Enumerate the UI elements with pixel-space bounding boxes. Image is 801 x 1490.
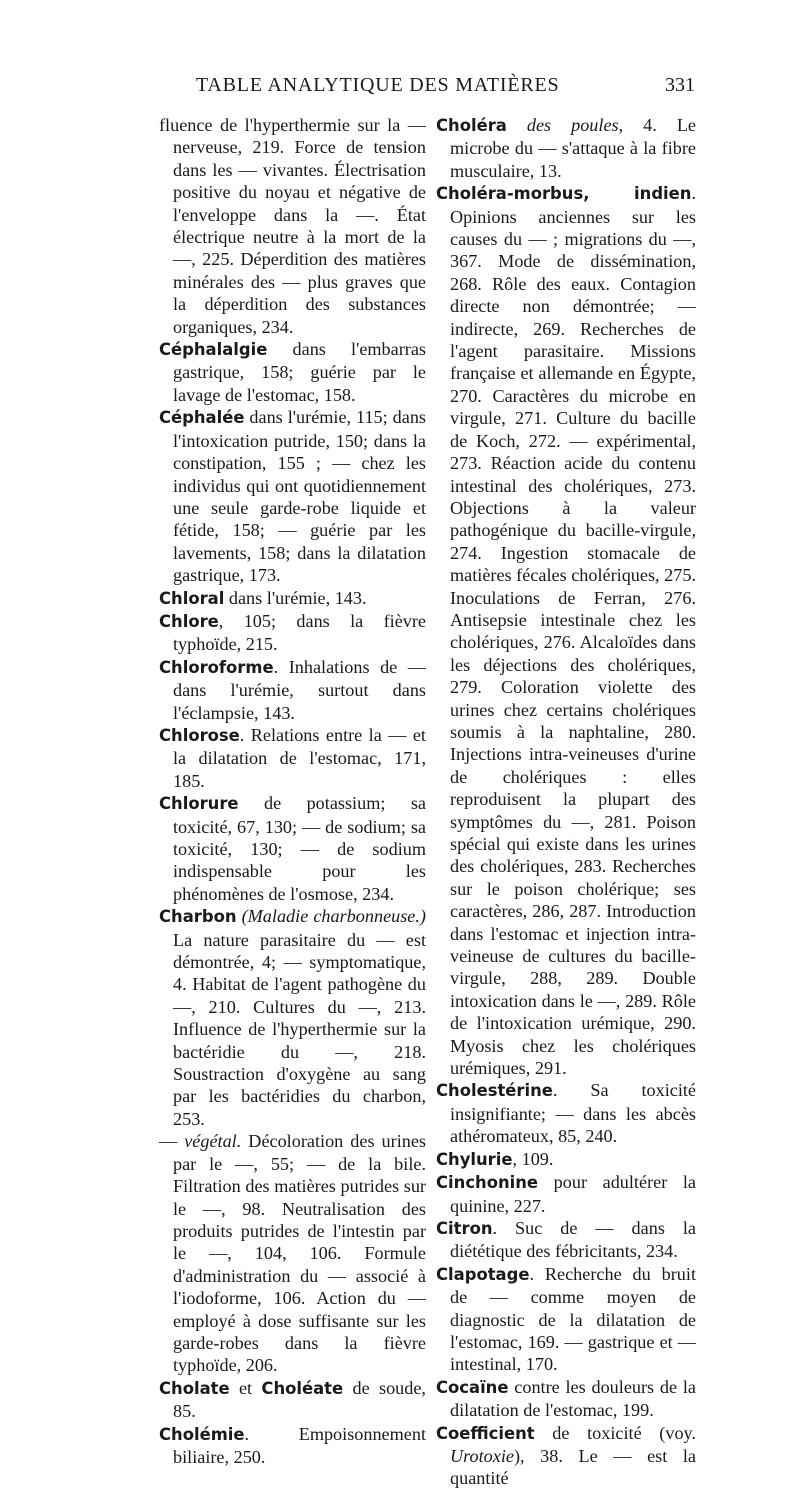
entry-text: . Inhalations de — dans l'urémie, surtout dans l'éclampsie, 143. <box>173 656 426 723</box>
entry-prefix: — <box>159 1131 185 1152</box>
entry-keyword: Cholémie <box>159 1424 245 1444</box>
entry-keyword: Chloral <box>159 588 225 608</box>
entry-keyword: Choléra-morbus, indien <box>436 184 692 204</box>
index-entry <box>159 114 426 338</box>
index-entry <box>159 587 426 610</box>
index-entry <box>159 656 426 724</box>
entry-keyword: Chlore <box>159 611 219 631</box>
index-entry <box>159 724 426 792</box>
entry-text: ), 38. Le — est la quantité <box>450 1445 696 1489</box>
column-divider <box>431 114 432 1164</box>
index-entry <box>436 1148 696 1171</box>
entry-keyword: Clapotage <box>436 1264 530 1284</box>
entry-text: . Opinions anciennes sur les causes du — ; migrations du —, 367. Mode de dissémination, 268. Rôle des eaux. Contagion directe non démontrée; — indirecte, 269. Recherches de l'agent parasitaire. Missions française et allemande en Égypte, 270. Caractères du microbe en virgule, 271. Culture du bacille de Koch, 272. — expérimental, 273. Réaction acide du contenu intestinal des cholériques, 273. Objections à la valeur pathogénique du bacille-virgule, 274. Ingestion stomacale de matières fécales cholériques, 275. Inoculations de Ferran, 276. Antisepsie intestinale chez les cholériques, 276. Alcaloïdes dans les déjections des cholériques, 279. Coloration violette des urines chez certains cholériques soumis à la naphtaline, 280. Injections intra-veineuses d'urine de cholériques : elles reproduisent la plupart des symptômes du —, 281. Poison spécial qui existe dans les urines des cholériques, 283. Recherches sur le poison cholérique; ses caractères, 286, 287. Introduction dans l'estomac et injection intra-veineuse de cultures du bacille-virgule, 288, 289. Double intoxication dans le —, 289. Rôle de l'intoxication urémique, 290. Myosis chez les cholériques urémiques, 291. <box>450 183 696 1079</box>
left-column <box>159 114 426 1468</box>
index-entry <box>159 1130 426 1376</box>
index-entry <box>159 905 426 1130</box>
entry-italic-text: (Maladie charbonneuse.) <box>236 906 426 927</box>
entry-text: . Empoisonnement biliaire, 250. <box>173 1423 426 1467</box>
entry-keyword: Céphalée <box>159 408 245 428</box>
entry-keyword: Chylurie <box>436 1149 513 1169</box>
entry-text: . Relations entre la — et la dilatation de l'estomac, 171, 185. <box>173 724 426 791</box>
entry-italic-text: végétal. <box>184 1131 242 1152</box>
index-entry <box>159 1377 426 1423</box>
entry-text: . Suc de — dans la diététique des fébricitants, 234. <box>450 1217 696 1262</box>
index-entry <box>436 1376 696 1422</box>
entry-keyword: Charbon <box>159 907 237 927</box>
entry-text: de toxicité (voy. <box>534 1422 696 1443</box>
entry-text: La nature parasitaire du — est démontrée, 4; — symptomatique, 4. Habitat de l'agent pathogène du —, 210. Cultures du —, 213. Influence de l'hyperthermie sur la bactéridie du —, 218. Soustraction d'oxygène au sang par les bactéridies du charbon, 253. <box>173 929 426 1129</box>
entry-text: . Recherche du bruit de — comme moyen de diagnostic de la dilatation de l'estomac, 169. — gastrique et — intestinal, 170. <box>450 1263 696 1375</box>
entry-text: dans l'urémie, 115; dans l'intoxication putride, 150; dans la constipation, 155 ; — chez les individus qui ont quotidiennement une seule garde-robe liquide et fétide, 158; — guérie par les lavements, 158; dans la dilatation gastrique, 173. <box>173 407 426 586</box>
entry-keyword: Chlorure <box>159 794 239 814</box>
entry-text: , 109. <box>512 1148 554 1169</box>
entry-keyword: Coefficient <box>436 1423 535 1443</box>
entry-keyword: Choléate <box>261 1378 344 1398</box>
entry-text: , 105; dans la fièvre typhoïde, 215. <box>173 610 426 655</box>
entry-italic-text: des poules <box>506 115 619 135</box>
entry-italic-text: Urotoxie <box>450 1445 514 1466</box>
entry-keyword: Céphalalgie <box>159 340 268 360</box>
index-entry <box>436 114 696 182</box>
index-entry <box>436 1079 696 1147</box>
index-entry <box>436 1217 696 1263</box>
entry-text: , 4. Le microbe du — s'attaque à la fibre musculaire, 13. <box>450 115 697 181</box>
entry-text: pour adultérer la quinine, 227. <box>450 1172 696 1216</box>
entry-text: contre les douleurs de la dilatation de l'estomac, 199. <box>450 1376 696 1421</box>
entry-keyword: Chlorose <box>159 725 240 745</box>
index-entry <box>159 1423 426 1469</box>
entry-text: dans l'embarras gastrique, 158; guérie par le lavage de l'estomac, 158. <box>173 339 426 405</box>
entry-text: de soude, 85. <box>173 1377 426 1422</box>
entry-text: fluence de l'hyperthermie sur la — nerveuse, 219. Force de tension dans les — vivantes. Électrisation positive du noyau et négative de l'enveloppe dans la —. État électrique neutre à la mort de la —, 225. Déperdition des matières minérales des — plus graves que la déperdition des substances organiques, 234. <box>159 115 426 337</box>
right-column <box>436 114 696 1490</box>
index-entry <box>436 1171 696 1217</box>
index-entry <box>159 406 426 586</box>
entry-keyword: Chloroforme <box>159 657 274 677</box>
page-number: 331 <box>665 74 695 96</box>
entry-text: de potassium; sa toxicité, 67, 130; — de sodium; sa toxicité, 130; — de sodium indispensable pour les phénomènes de l'osmose, 234. <box>173 793 426 904</box>
entry-text: Décoloration des urines par le —, 55; — de la bile. Filtration des matières putrides sur le —, 98. Neutralisation des produits putrides de l'intestin par le —, 104, 106. Formule d'administration du — associé à l'iodoforme, 106. Action du — employé à dose suffisante sur les garde-robes dans la fièvre typhoïde, 206. <box>173 1131 426 1376</box>
index-entry <box>436 1263 696 1376</box>
header-title: TABLE ANALYTIQUE DES MATIÈRES <box>196 74 560 96</box>
entry-keyword: Cinchonine <box>436 1173 539 1193</box>
entry-text: dans l'urémie, 143. <box>224 587 367 608</box>
entry-keyword: Cocaïne <box>436 1377 509 1397</box>
index-entry <box>159 610 426 656</box>
entry-keyword: Choléra <box>436 116 507 135</box>
index-entry <box>159 338 426 406</box>
index-entry <box>159 792 426 905</box>
entry-keyword: Cholate <box>159 1378 230 1398</box>
running-header <box>0 74 801 104</box>
entry-keyword: Cholestérine <box>436 1081 553 1101</box>
entry-text: et <box>229 1377 262 1398</box>
entry-text: . Sa toxicité insignifiante; — dans les abcès athéromateux, 85, 240. <box>450 1080 696 1147</box>
index-entry <box>436 182 696 1079</box>
entry-keyword: Citron <box>436 1218 493 1238</box>
index-entry <box>436 1422 696 1490</box>
